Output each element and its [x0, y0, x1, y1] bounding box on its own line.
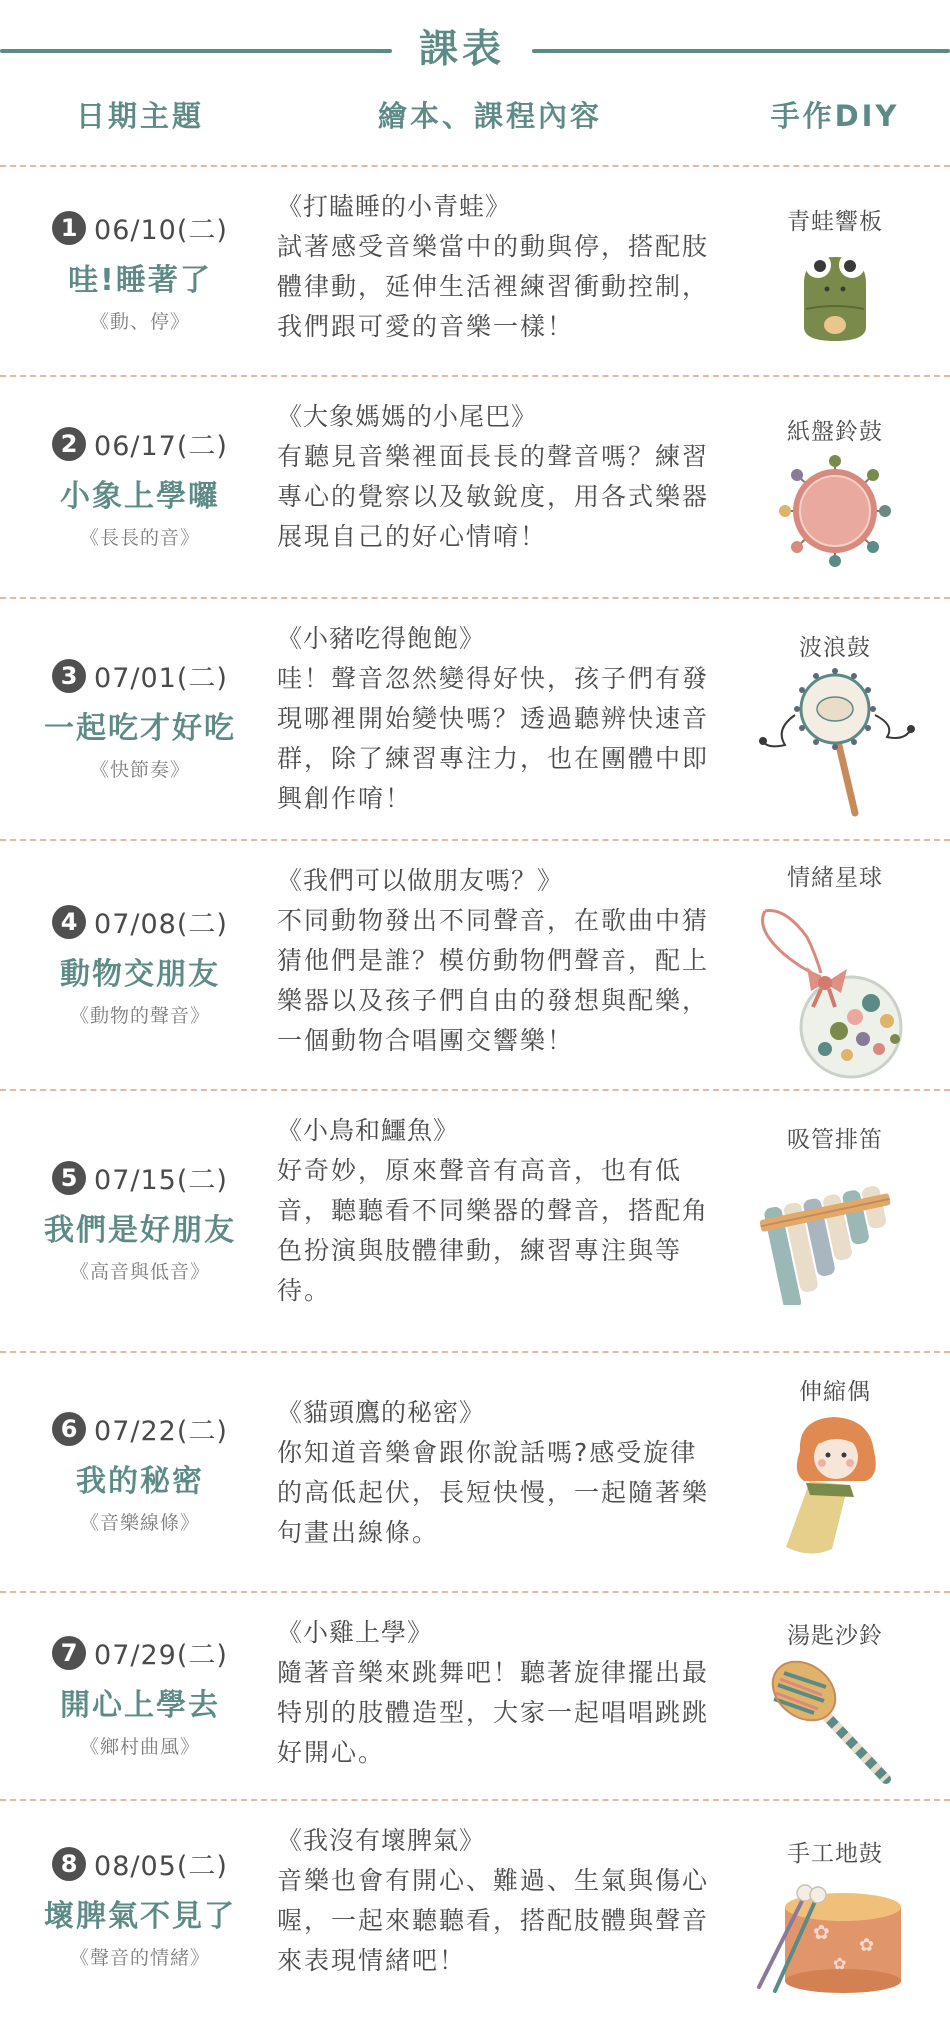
lesson-date-text: 07/15(二): [94, 1165, 228, 1196]
lesson-row-7: [0, 1593, 950, 1799]
header-date-theme: 日期主題: [75, 99, 204, 133]
diy-label: 手工地鼓: [787, 1841, 883, 1867]
lesson-diy: [745, 841, 925, 1089]
frog-clapper-icon: [745, 245, 925, 345]
lesson-date-text: 06/10(二): [94, 215, 228, 246]
lesson-book-title: 《我們可以做朋友嗎？》: [277, 866, 564, 895]
lesson-subtheme: 《長長的音》: [79, 527, 200, 549]
lesson-number-badge: 1: [52, 211, 86, 245]
lesson-number-badge: 7: [52, 1636, 86, 1670]
lesson-number-badge: 2: [52, 427, 86, 461]
lesson-description: 好奇妙，原來聲音有高音，也有低音，聽聽看不同樂器的聲音，搭配角色扮演與肢體律動，練習專注與等待。: [277, 1156, 710, 1305]
lesson-diy: [745, 599, 925, 839]
hand-drum-icon: [745, 1877, 925, 1993]
diy-label: 伸縮偶: [799, 1379, 871, 1405]
lesson-content: [277, 861, 717, 1061]
lesson-subtheme: 《音樂線條》: [79, 1512, 200, 1534]
emotion-planet-icon: [745, 899, 925, 1079]
diy-label: 情緒星球: [787, 865, 883, 891]
lesson-book-title: 《小豬吃得飽飽》: [277, 624, 486, 653]
lesson-content: [277, 1821, 717, 1981]
lesson-row-4: [0, 841, 950, 1089]
diy-label: 青蛙響板: [787, 209, 883, 235]
title-rule-right: [532, 49, 950, 53]
lesson-date-theme: [20, 1593, 260, 1799]
lesson-diy: [745, 167, 925, 375]
lesson-date: [52, 1158, 228, 1197]
lesson-diy: [745, 1801, 925, 2013]
lesson-date-text: 07/29(二): [94, 1640, 228, 1671]
lesson-date-text: 08/05(二): [94, 1851, 228, 1882]
title-bar: [0, 22, 950, 78]
lesson-theme: 壞脾氣不見了: [44, 1899, 236, 1934]
straw-panpipe-icon: [745, 1165, 925, 1305]
rattle-drum-icon: [745, 667, 925, 817]
lesson-date-text: 06/17(二): [94, 431, 228, 462]
lesson-book-title: 《小鳥和鱷魚》: [277, 1116, 460, 1145]
lesson-date: [52, 902, 228, 941]
lesson-theme: 動物交朋友: [60, 957, 220, 992]
lesson-row-2: [0, 377, 950, 597]
lesson-date: [52, 208, 228, 247]
lesson-description: 隨著音樂來跳舞吧！聽著旋律擺出最特別的肢體造型，大家一起唱唱跳跳好開心。: [277, 1658, 710, 1767]
lesson-number-badge: 4: [52, 905, 86, 939]
lesson-subtheme: 《動物的聲音》: [69, 1005, 210, 1027]
lesson-date-theme: [20, 377, 260, 597]
diy-label: 湯匙沙鈴: [787, 1623, 883, 1649]
spoon-maraca-icon: [745, 1657, 925, 1787]
lesson-number-badge: 8: [52, 1847, 86, 1881]
lesson-number-badge: 6: [52, 1412, 86, 1446]
diy-label: 吸管排笛: [787, 1127, 883, 1153]
lesson-description: 有聽見音樂裡面長長的聲音嗎？練習專心的覺察以及敏銳度，用各式樂器展現自己的好心情唷！: [277, 442, 710, 551]
lesson-date: [52, 1844, 228, 1883]
lesson-number-badge: 3: [52, 659, 86, 693]
lesson-subtheme: 《快節奏》: [89, 759, 190, 781]
pop-up-puppet-icon: [745, 1411, 925, 1561]
lesson-content: [277, 1393, 717, 1553]
lesson-number-badge: 5: [52, 1161, 86, 1195]
lesson-theme: 一起吃才好吃: [44, 711, 236, 746]
svg-text:✿: ✿: [833, 1954, 847, 1973]
lesson-diy: [745, 1353, 925, 1591]
diy-label: 波浪鼓: [799, 635, 871, 661]
lesson-description: 試著感受音樂當中的動與停，搭配肢體律動，延伸生活裡練習衝動控制，我們跟可愛的音樂一樣！: [277, 232, 710, 341]
lesson-row-3: [0, 599, 950, 839]
lesson-content: [277, 1613, 717, 1773]
lesson-date-theme: [20, 841, 260, 1089]
paper-plate-tambourine-icon: [745, 453, 925, 569]
lesson-date-text: 07/22(二): [94, 1416, 228, 1447]
lesson-book-title: 《我沒有壞脾氣》: [277, 1826, 486, 1855]
lesson-row-6: [0, 1353, 950, 1591]
lesson-date-text: 07/08(二): [94, 909, 228, 940]
lesson-diy: [745, 377, 925, 597]
lesson-content: [277, 1111, 717, 1311]
lesson-theme: 我的秘密: [76, 1464, 204, 1499]
header-book-content: 繪本、課程內容: [377, 99, 602, 133]
lesson-date: [52, 424, 228, 463]
lesson-date-theme: [20, 1091, 260, 1351]
lesson-book-title: 《打瞌睡的小青蛙》: [277, 192, 512, 221]
diy-label: 紙盤鈴鼓: [787, 419, 883, 445]
lesson-date: [52, 656, 228, 695]
lesson-date: [52, 1633, 228, 1672]
lesson-theme: 我們是好朋友: [44, 1213, 236, 1248]
lesson-subtheme: 《動、停》: [89, 311, 190, 333]
lesson-content: [277, 187, 717, 347]
lesson-description: 你知道音樂會跟你說話嗎?感受旋律的高低起伏，長短快慢，一起隨著樂句畫出線條。: [277, 1438, 710, 1547]
lesson-theme: 哇!睡著了: [68, 263, 212, 298]
lesson-diy: [745, 1091, 925, 1351]
lesson-book-title: 《小雞上學》: [277, 1618, 434, 1647]
lesson-content: [277, 397, 717, 557]
page-title: 課表: [418, 27, 505, 72]
lesson-content: [277, 619, 717, 819]
lesson-subtheme: 《聲音的情緒》: [69, 1947, 210, 1969]
lesson-book-title: 《大象媽媽的小尾巴》: [277, 402, 538, 431]
lesson-description: 音樂也會有開心、難過、生氣與傷心喔，一起來聽聽看，搭配肢體與聲音來表現情緒吧！: [277, 1866, 710, 1975]
lesson-diy: [745, 1593, 925, 1799]
svg-text:✿: ✿: [813, 1920, 830, 1944]
lesson-book-title: 《貓頭鷹的秘密》: [277, 1398, 486, 1427]
lesson-description: 哇！聲音忽然變得好快，孩子們有發現哪裡開始變快嗎？透過聽辨快速音群，除了練習專注力，也在團體中即興創作唷！: [277, 664, 710, 813]
lesson-subtheme: 《鄉村曲風》: [79, 1736, 200, 1758]
lesson-theme: 小象上學囉: [60, 479, 220, 514]
lesson-theme: 開心上學去: [60, 1688, 220, 1723]
svg-text:✿: ✿: [859, 1935, 875, 1956]
lesson-date: [52, 1409, 228, 1448]
lesson-date-theme: [20, 1801, 260, 2013]
lesson-row-8: [0, 1801, 950, 2013]
title-rule-left: [0, 49, 392, 53]
lesson-date-theme: [20, 599, 260, 839]
lesson-subtheme: 《高音與低音》: [69, 1261, 210, 1283]
lesson-date-theme: [20, 167, 260, 375]
lesson-description: 不同動物發出不同聲音，在歌曲中猜猜他們是誰？模仿動物們聲音，配上樂器以及孩子們自由的發想與配樂，一個動物合唱團交響樂！: [277, 906, 710, 1055]
header-diy: 手作DIY: [770, 99, 900, 133]
lesson-row-1: [0, 167, 950, 375]
lesson-date-text: 07/01(二): [94, 663, 228, 694]
lesson-row-5: [0, 1091, 950, 1351]
lesson-date-theme: [20, 1353, 260, 1591]
